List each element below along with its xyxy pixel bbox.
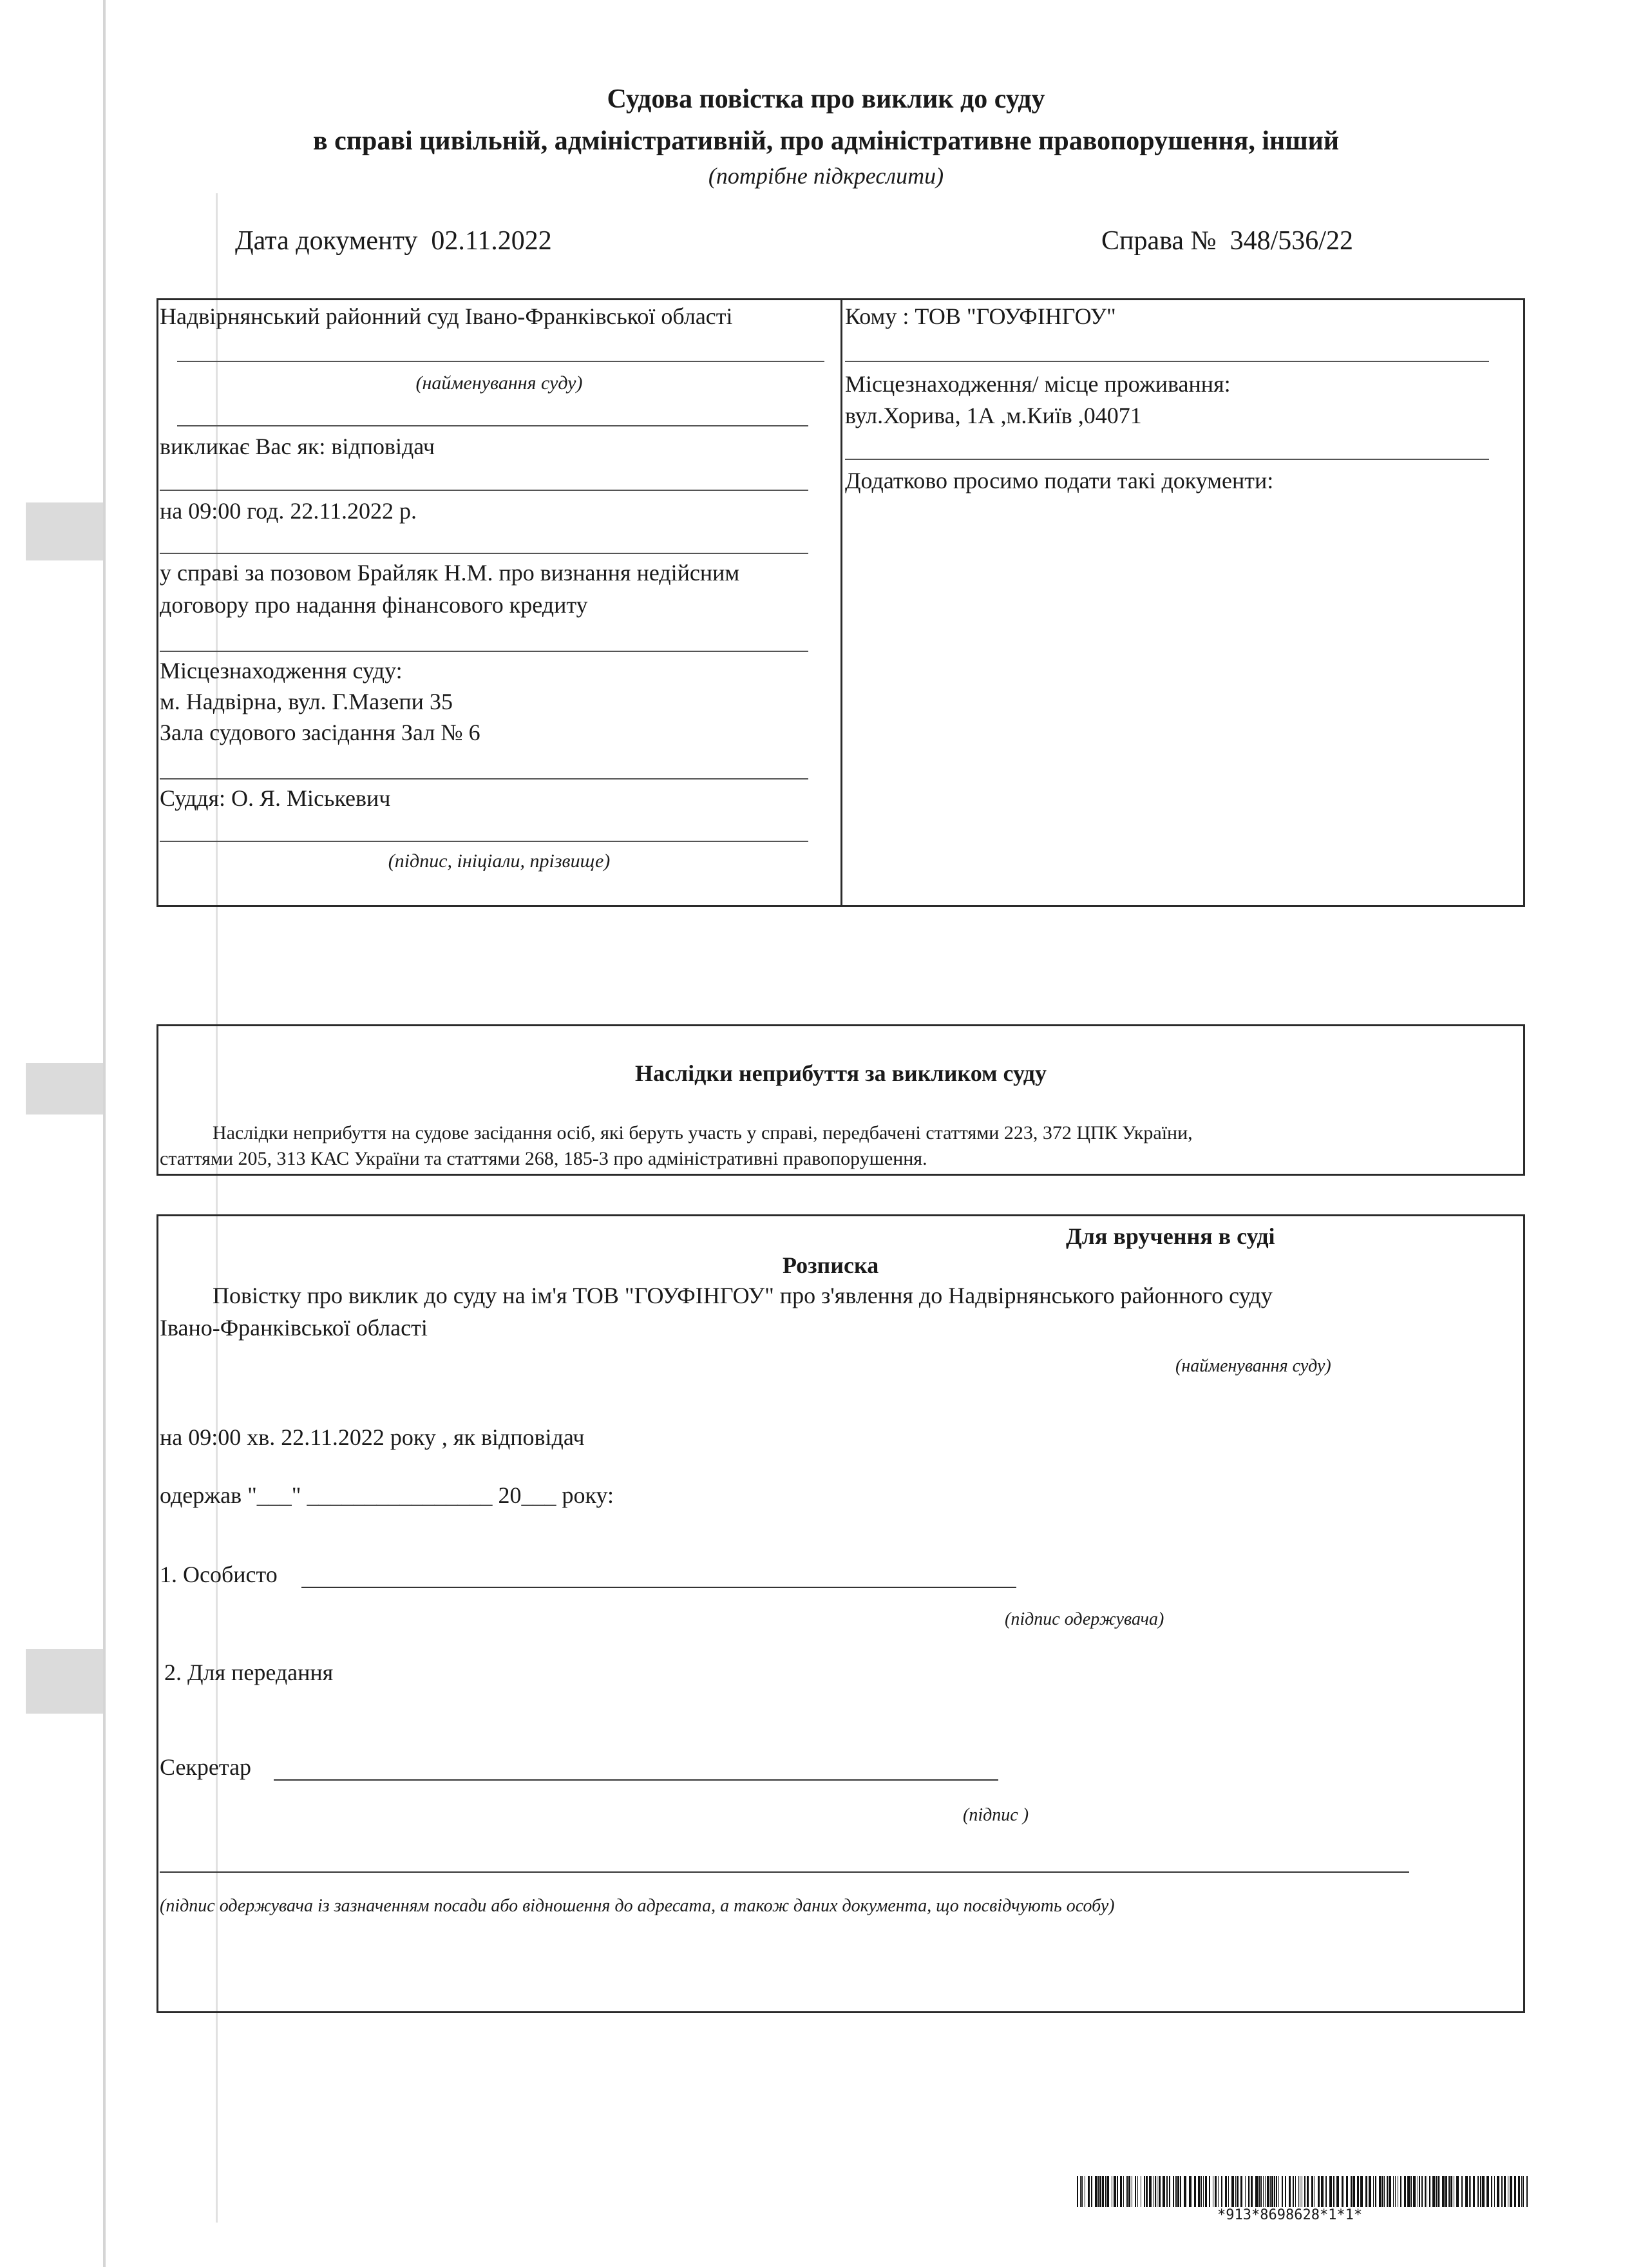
personally-signature-line [301,1587,1016,1588]
transfer-label: 2. Для передання [164,1660,334,1685]
scan-artifact [26,502,103,560]
rule [177,425,808,426]
date-label: Дата документу [235,226,418,256]
underline-note: (потрібне підкреслити) [708,163,944,189]
scan-artifact [26,1063,103,1114]
residence-label: Місцезнаходження/ місце проживання: [845,371,1231,397]
case-value: 348/536/22 [1230,226,1353,256]
recipient-signature-caption: (підпис одержувача) [1005,1609,1164,1629]
document-date [235,225,552,256]
docs-request: Додатково просимо подати такі документи: [845,468,1274,493]
consequences-line1: Наслідки неприбуття на судове засідання осіб, які беруть участь у справі, передбачені статтями 223, 372 ЦПК України, [213,1122,1193,1143]
consequences-title: Наслідки неприбуття за викликом суду [635,1060,1047,1086]
hearing-time: на 09:00 год. 22.11.2022 р. [160,498,417,524]
receipt-court-caption: (найменування суду) [1175,1356,1331,1376]
receipt-title: Розписка [783,1252,879,1278]
footer-caption: (підпис одержувача із зазначенням посади або відношення до адресата, а також даних документа, що посвідчують особу) [160,1896,1115,1916]
receipt-line2: Івано-Франківської області [160,1315,428,1341]
rule [160,490,808,491]
receipt-time: на 09:00 хв. 22.11.2022 року , як відповідач [160,1424,585,1450]
court-location-label: Місцезнаходження суду: [160,658,403,684]
rule [177,361,824,362]
barcode-text: *913*8698628*1*1* [1217,2207,1363,2223]
court-hall: Зала судового засідання Зал № 6 [160,720,480,745]
date-value: 02.11.2022 [431,226,552,256]
secretary-label: Секретар [160,1754,252,1780]
document-subtitle: в справі цивільній, адміністративній, про адміністративне правопорушення, інший [312,126,1340,156]
recipient: Кому : ТОВ "ГОУФІНГОУ" [845,303,1116,329]
case-description-line1: у справі за позовом Брайляк Н.М. про визнання недійсним [160,560,740,586]
case-description-line2: договору про надання фінансового кредиту [160,592,588,618]
for-court-label: Для вручення в суді [1066,1223,1275,1249]
scan-artifact [103,0,106,2267]
personally-label: 1. Особисто [160,1562,278,1587]
rule [845,459,1489,460]
judge-caption: (підпис, ініціали, прізвище) [388,850,611,872]
secretary-sign-caption: (підпис ) [963,1805,1029,1825]
residence-address: вул.Хорива, 1А ,м.Київ ,04071 [845,403,1142,428]
footer-signature-line [160,1871,1409,1873]
judge-name: Суддя: О. Я. Міськевич [160,785,391,811]
case-number [1101,225,1353,256]
rule [160,778,808,780]
summons-divider [840,298,842,907]
consequences-line2: статтями 205, 313 КАС України та статтями 268, 185-3 про адміністративні правопорушення. [160,1148,927,1169]
court-caption: (найменування суду) [415,372,583,394]
rule [160,651,808,652]
summons-role: викликає Вас як: відповідач [160,434,435,459]
case-label: Справа № [1101,226,1217,256]
rule [160,553,808,554]
secretary-signature-line [274,1779,998,1781]
receipt-line1: Повістку про виклик до суду на ім'я ТОВ "ГОУФІНГОУ" про з'явлення до Надвірнянського районного суду [213,1283,1273,1308]
court-name: Надвірнянський районний суд Івано-Франківської області [160,303,733,329]
document-title: Судова повістка про виклик до суду [607,84,1045,114]
court-location-address: м. Надвірна, вул. Г.Мазепи 35 [160,689,453,714]
scan-artifact [26,1649,103,1714]
rule [160,841,808,842]
received-date: одержав "___" ________________ 20___ року: [160,1482,614,1508]
rule [845,361,1489,362]
barcode [1077,2176,1528,2207]
